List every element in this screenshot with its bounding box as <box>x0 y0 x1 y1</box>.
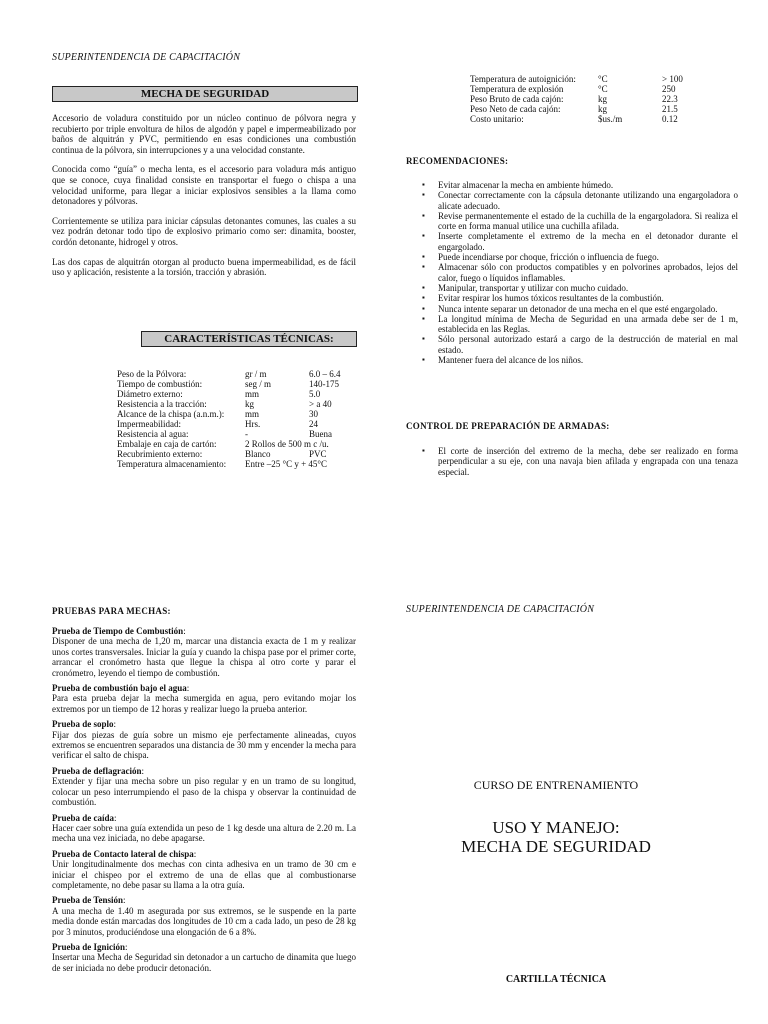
spec-label: Peso Neto de cada cajón: <box>470 104 561 114</box>
spec-label: Embalaje en caja de cartón: <box>117 439 217 449</box>
test-text: A una mecha de 1.40 m asegurada por sus extremos, se le suspende en la parte media donde están marcadas dos longitudes de 10 cm a cada lado, un peso de 28 kg por 3 minutos, produciéndose una elongación de 6 a 8%. <box>52 905 356 937</box>
mecha-paragraph: Las dos capas de alquitrán otorgan al producto buena impermeabilidad, es de fácil uso y aplicación, resistente a la torsión, tracción y abrasión. <box>52 256 356 278</box>
spec-value: 30 <box>309 409 318 419</box>
test-block <box>52 849 356 891</box>
recomendaciones-list <box>410 180 738 365</box>
test-title: Prueba de Contacto lateral de chispa: <box>52 848 197 859</box>
spec-row <box>117 389 369 399</box>
mecha-paragraph: Conocida como “guía” o mecha lenta, es el accesorio para voladura más antiguo que se conoce, cuya finalidad consiste en transportar el fuego o chispa a una velocidad uniforme, para llegar a iniciar explosivos sensibles a la llama como detonadores y pólvoras. <box>52 164 356 207</box>
test-block <box>52 895 356 937</box>
spec-label: Recubrimiento externo: <box>117 449 203 459</box>
test-text: Hacer caer sobre una guía extendida un peso de 1 kg desde una altura de 2.20 m. La mecha una vez iniciada, no debe apagarse. <box>52 822 356 844</box>
spec-label: Diámetro externo: <box>117 389 183 399</box>
spec-label: Tiempo de combustión: <box>117 379 203 389</box>
control-list <box>410 446 738 477</box>
spec-label: Costo unitario: <box>470 114 524 124</box>
spec-unit: - <box>245 429 248 439</box>
recommendation-item: ▪ Nunca intente separar un detonador de una mecha en el que esté engargolado. <box>438 304 738 314</box>
recommendation-item: ▪ Mantener fuera del alcance de los niños. <box>438 355 738 365</box>
spec-label: Alcance de la chispa (a.n.m.): <box>117 409 225 419</box>
spec-row <box>117 379 369 389</box>
spec-unit: kg <box>245 399 254 409</box>
spec-row <box>117 399 369 409</box>
mecha-paragraph: Corrientemente se utiliza para iniciar cápsulas detonantes comunes, las cuales a su vez podrán detonar todo tipo de explosivo primario como ser: dinamita, booster, cordón detonante, hidrogel y otros. <box>52 215 356 247</box>
spec-value: Buena <box>309 429 332 439</box>
test-text: Unir longitudinalmente dos mechas con cinta adhesiva en un tramo de 30 cm e iniciar el chispeo por el extremo de una de ellas que al combustionarse completamente, no debe pasar su llama a la otra guía. <box>52 859 356 890</box>
properties-table <box>470 74 712 124</box>
spec-value: PVC <box>309 449 327 459</box>
spec-value: 2 Rollos de 500 m c /u. <box>245 439 329 449</box>
spec-value: 250 <box>662 84 676 94</box>
test-title: Prueba de combustión bajo el agua: <box>52 683 190 694</box>
spec-label: Temperatura almacenamiento: <box>117 459 227 469</box>
spec-value: 24 <box>309 419 318 429</box>
recommendation-item: ▪ Almacenar sólo con productos compatibles y en polvorines aprobados, lejos del calor, fuego o líquidos inflamables. <box>438 262 738 283</box>
spec-value: 0.12 <box>662 114 678 124</box>
test-title: Prueba de Ignición: <box>52 941 128 952</box>
test-title: Prueba de deflagración: <box>52 765 145 776</box>
spec-label: Peso Bruto de cada cajón: <box>470 94 564 104</box>
spec-label: Resistencia al agua: <box>117 429 189 439</box>
property-row <box>470 74 712 84</box>
test-block <box>52 719 356 761</box>
test-block <box>52 683 356 714</box>
test-title: Prueba de Tensión: <box>52 895 126 906</box>
spec-label: Resistencia a la tracción: <box>117 399 207 409</box>
spec-row <box>117 429 369 439</box>
test-text: Para esta prueba dejar la mecha sumergida en agua, pero evitando mojar los extremos por un tiempo de 12 horas y realizar luego la prueba anterior. <box>52 693 356 714</box>
test-block <box>52 626 356 678</box>
cover-title <box>406 818 706 856</box>
property-row <box>470 94 712 104</box>
spec-unit: °C <box>598 74 608 84</box>
spec-label: Temperatura de autoignición: <box>470 74 576 84</box>
test-text: Fijar dos piezas de guía sobre un mismo eje perfectamente alineadas, cuyos extremos se encuentren separados una distancia de 30 mm y encender la mecha para verificar el salto de chispa. <box>52 729 356 761</box>
test-block <box>52 766 356 808</box>
cover-footer: CARTILLA TÉCNICA <box>505 974 607 985</box>
test-text: Insertar una Mecha de Seguridad sin detonador a un cartucho de dinamita que luego de ser iniciada no debe producir detonación. <box>52 952 356 973</box>
property-row <box>470 84 712 94</box>
spec-label: Peso de la Pólvora: <box>117 369 187 379</box>
mecha-title: MECHA DE SEGURIDAD <box>52 86 358 102</box>
spec-value: 21.5 <box>662 104 678 114</box>
test-title: Prueba de Tiempo de Combustión: <box>52 626 186 636</box>
test-title: Prueba de caída: <box>52 812 117 823</box>
spec-value: 6.0 – 6.4 <box>309 369 341 379</box>
recommendation-item: ▪ Conectar correctamente con la cápsula detonante utilizando una engargoladora o alicate adecuado. <box>438 190 738 211</box>
spec-value: 5.0 <box>309 389 321 399</box>
test-title: Prueba de soplo: <box>52 719 117 730</box>
recommendation-item: ▪ Inserte completamente el extremo de la mecha en el detonador durante el engargolado. <box>438 231 738 252</box>
spec-unit: °C <box>598 84 608 94</box>
mecha-paragraph: Accesorio de voladura constituido por un núcleo continuo de pólvora negra y recubierto por triple envoltura de hilos de algodón y papel e impermeabilizado por baños de alquitrán y PVC, permitiendo en esas condiciones una combustión continua de la pólvora, sin interrupciones y a una velocidad constante. <box>52 113 356 155</box>
header-left: SUPERINTENDENCIA DE CAPACITACIÓN <box>52 52 241 63</box>
mecha-description <box>52 113 356 287</box>
test-text: Disponer de una mecha de 1,20 m, marcar una distancia exacta de 1 m y realizar unos cortes transversales. Iniciar la guía y cuando la chispa pase por el primer corte, arrancar el cronómetro hasta que llegue la chispa al otro corte y parar el cronómetro, leyendo el tiempo de combustión. <box>52 636 356 678</box>
spec-unit: mm <box>245 409 260 419</box>
spec-value: 140-175 <box>309 379 339 389</box>
control-heading: CONTROL DE PREPARACIÓN DE ARMADAS: <box>406 421 610 431</box>
spec-row <box>117 419 369 429</box>
spec-value: > 100 <box>662 74 683 84</box>
recommendation-item: ▪ La longitud mínima de Mecha de Seguridad en una armada debe ser de 1 m, establecida en las Reglas. <box>438 314 738 335</box>
course-label: CURSO DE ENTRENAMIENTO <box>473 778 639 792</box>
spec-unit: Blanco <box>245 449 271 459</box>
spec-label: Impermeabilidad: <box>117 419 181 429</box>
test-text: Extender y fijar una mecha sobre un piso regular y en un tramo de su longitud, colocar un peso interrumpiendo el paso de la chispa y observar la continuidad de combustión. <box>52 776 356 808</box>
recommendation-item: ▪ Sólo personal autorizado estará a cargo de la destrucción de material en mal estado. <box>438 334 738 355</box>
spec-value: 22.3 <box>662 94 678 104</box>
recomendaciones-heading: RECOMENDACIONES: <box>406 156 509 166</box>
recommendation-item: ▪ Evitar almacenar la mecha en ambiente húmedo. <box>438 180 738 190</box>
spec-unit: kg <box>598 94 607 104</box>
caracteristicas-table <box>117 369 369 469</box>
spec-unit: mm <box>245 389 260 399</box>
spec-unit: $us./m <box>598 114 623 124</box>
recommendation-item: ▪ Evitar respirar los humos tóxicos resultantes de la combustión. <box>438 293 738 303</box>
recommendation-item: ▪ Revise permanentemente el estado de la cuchilla de la engargoladora. Si realiza el corte en forma manual utilice una cuchilla afilada. <box>438 211 738 232</box>
spec-value: Entre –25 °C y + 45°C <box>245 459 328 469</box>
property-row <box>470 104 712 114</box>
spec-unit: Hrs. <box>245 419 261 429</box>
recommendation-item: ▪ Puede incendiarse por choque, fricción o influencia de fuego. <box>438 252 738 262</box>
spec-unit: gr / m <box>245 369 267 379</box>
cover-title-line2: MECHA DE SEGURIDAD <box>461 837 651 856</box>
spec-value: > a 40 <box>309 399 332 409</box>
test-block <box>52 942 356 973</box>
spec-label: Temperatura de explosión <box>470 84 564 94</box>
control-item: ▪ El corte de inserción del extremo de la mecha, debe ser realizado en forma perpendicular a su eje, con una navaja bien afilada y engrapada con una tenaza especial. <box>438 446 738 477</box>
test-block <box>52 813 356 844</box>
spec-row <box>117 449 369 459</box>
spec-row <box>117 439 369 449</box>
recommendation-item: ▪ Manipular, transportar y utilizar con mucho cuidado. <box>438 283 738 293</box>
spec-unit: kg <box>598 104 607 114</box>
pruebas-list <box>52 626 356 978</box>
property-row <box>470 114 712 124</box>
cover-title-line1: USO Y MANEJO: <box>492 818 620 837</box>
spec-row <box>117 369 369 379</box>
caracteristicas-title: CARACTERÍSTICAS TÉCNICAS: <box>141 331 357 347</box>
spec-row <box>117 459 369 469</box>
pruebas-heading: PRUEBAS PARA MECHAS: <box>52 606 171 616</box>
header-right: SUPERINTENDENCIA DE CAPACITACIÓN <box>406 604 595 615</box>
spec-row <box>117 409 369 419</box>
spec-unit: seg / m <box>245 379 271 389</box>
